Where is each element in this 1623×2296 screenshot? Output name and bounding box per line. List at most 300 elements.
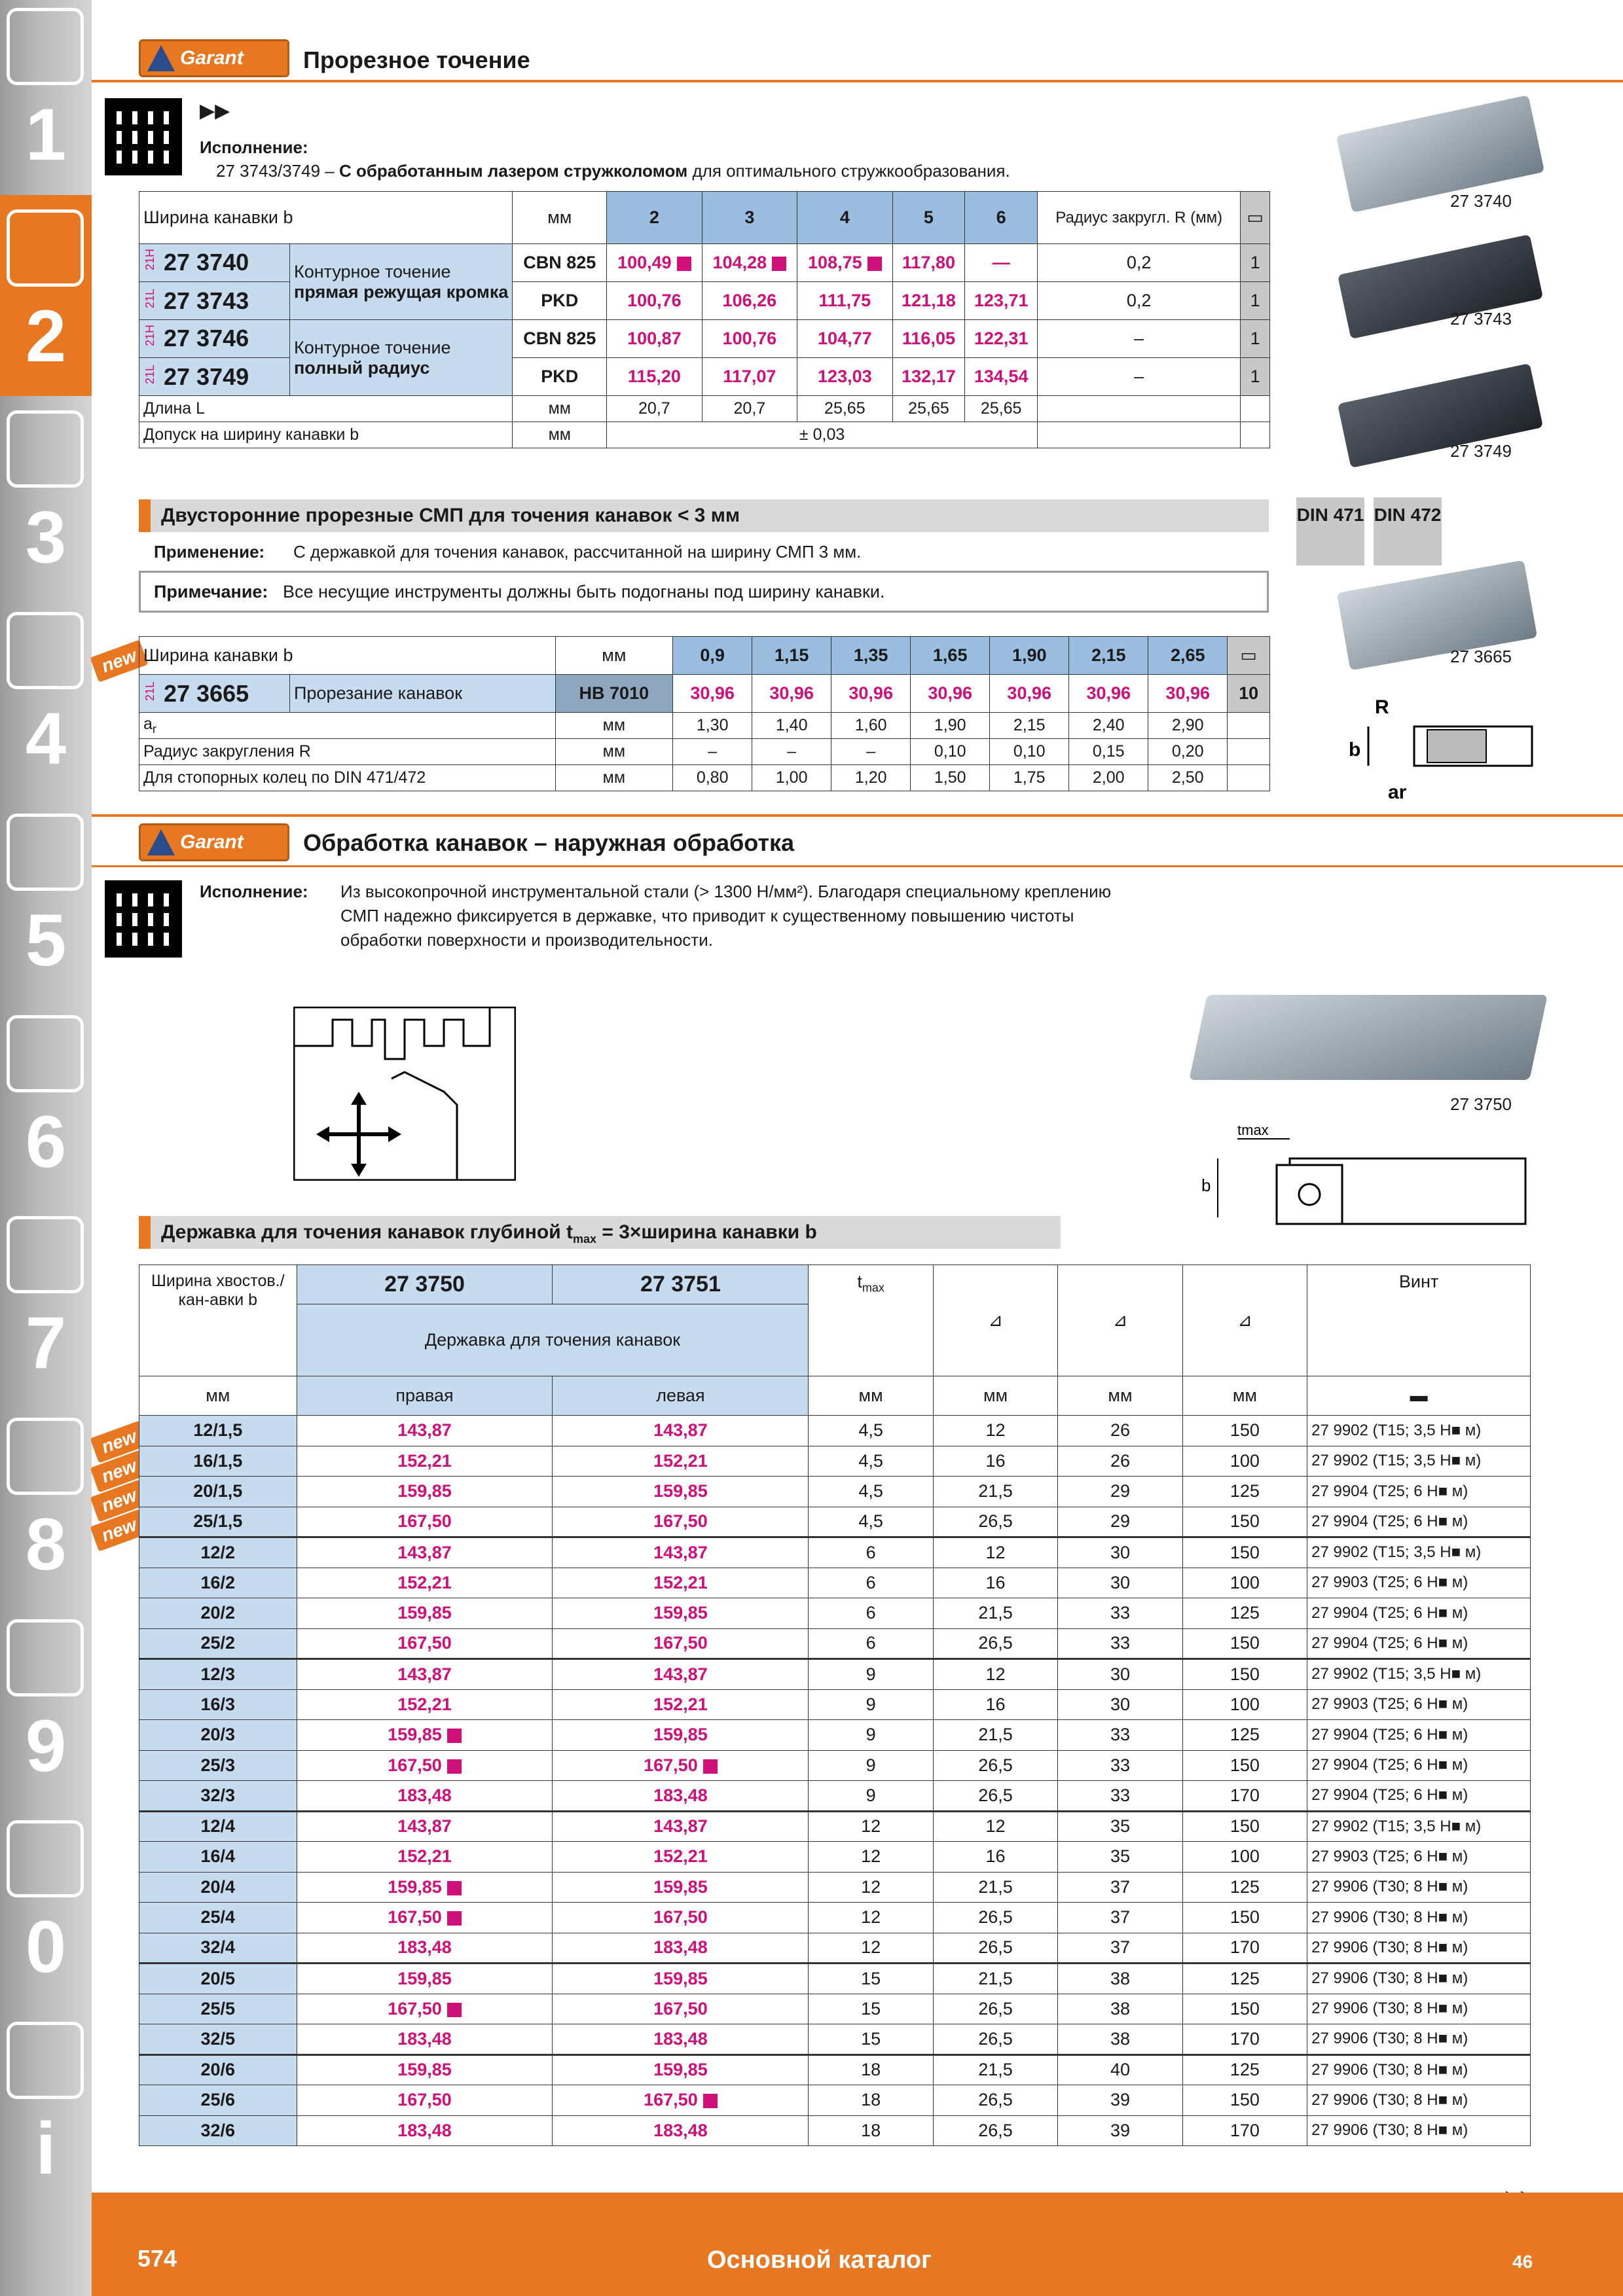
exec-line: СМП надежно фиксируется в державке, что приводит к существенному повышению чистоты xyxy=(340,906,1074,925)
price-right: 183,48 xyxy=(297,1781,553,1812)
unit-cell: мм xyxy=(809,1376,933,1416)
value-cell: 12 xyxy=(933,1659,1057,1690)
radius-cell: 0,2 xyxy=(1038,244,1241,282)
col-head-icon: ⊿ xyxy=(933,1265,1057,1376)
price-right: 167,50 xyxy=(297,1903,553,1933)
table-row xyxy=(139,2024,1531,2055)
price-left: 143,87 xyxy=(553,1659,809,1690)
chapter-number: 2 xyxy=(25,295,67,377)
sidebar-tab-3[interactable] xyxy=(0,396,92,598)
value-cell: 26,5 xyxy=(933,1750,1057,1781)
value-cell: 9 xyxy=(809,1659,933,1690)
width-head: 6 xyxy=(965,192,1038,244)
new-badge: new xyxy=(90,1480,149,1522)
price-cell: 104,28 xyxy=(702,244,797,282)
availability-square xyxy=(703,2094,718,2108)
col-head: Ширина хвостов./ кан-авки b xyxy=(139,1265,297,1376)
garant-logo: Garant xyxy=(139,823,289,861)
unit-cell: мм xyxy=(139,1376,297,1416)
exec-line: обработки поверхности и производительности. xyxy=(340,930,713,950)
value-cell: 1,20 xyxy=(831,765,911,791)
subscript: r xyxy=(152,723,156,736)
value-cell: 18 xyxy=(809,2085,933,2116)
price-right: 152,21 xyxy=(297,1842,553,1873)
price-right: 159,85 xyxy=(297,1598,553,1629)
sub-label: $a_r$ xyxy=(139,713,556,739)
value-cell: 125 xyxy=(1182,2054,1307,2085)
price-cell: 122,31 xyxy=(965,320,1038,358)
exec-text: 27 3743/3749 – С обработанным лазером стружколомом для оптимального стружкообразования. xyxy=(216,161,1010,181)
price-cell: 104,77 xyxy=(797,320,892,358)
sidebar-tab-7[interactable] xyxy=(0,1202,92,1403)
value-cell: 12 xyxy=(809,1811,933,1842)
section-title: Обработка канавок – наружная обработка xyxy=(303,829,795,856)
qr-code-icon xyxy=(105,98,182,175)
table-row xyxy=(139,1689,1531,1720)
value-cell: 150 xyxy=(1182,2085,1307,2116)
price-cell: 30,96 xyxy=(911,675,990,713)
grade-cell: CBN 825 xyxy=(513,244,607,282)
svg-text:ar: ar xyxy=(1388,781,1407,803)
size-cell: 20/2 xyxy=(139,1598,297,1629)
value-cell: 21,5 xyxy=(933,1964,1057,1994)
head-label: Ширина канавки b xyxy=(139,192,513,244)
sidebar-tab-8[interactable] xyxy=(0,1403,92,1605)
value-cell: 39 xyxy=(1058,2085,1182,2116)
screw-icon: ▬ xyxy=(1307,1376,1531,1416)
value-cell: 12 xyxy=(933,1811,1057,1842)
chapter-number: 9 xyxy=(25,1704,67,1787)
exec-line: Из высокопрочной инструментальной стали (> 1300 Н/мм²). Благодаря специальному креплению xyxy=(340,882,1112,901)
svg-text:R: R xyxy=(1375,696,1389,718)
chapter-icon xyxy=(7,1820,84,1897)
availability-square xyxy=(703,1759,718,1774)
len-cell: 25,65 xyxy=(797,396,892,422)
price-right: 183,48 xyxy=(297,2115,553,2146)
table-row xyxy=(139,765,1270,791)
price-left: 143,87 xyxy=(553,1537,809,1568)
value-cell: 170 xyxy=(1182,2115,1307,2146)
price-cell: 30,96 xyxy=(752,675,831,713)
screw-cell: 27 9904 (T25; 6 Н■ м) xyxy=(1307,1781,1531,1812)
table-row xyxy=(139,2054,1531,2085)
value-cell: 6 xyxy=(809,1537,933,1568)
width-head: 3 xyxy=(702,192,797,244)
footer xyxy=(92,2193,1623,2296)
svg-text:b: b xyxy=(1349,739,1361,761)
table-row xyxy=(139,1416,1531,1446)
size-cell: 32/6 xyxy=(139,2115,297,2146)
value-cell: 29 xyxy=(1058,1477,1182,1507)
screw-cell: 27 9906 (T30; 8 Н■ м) xyxy=(1307,1933,1531,1964)
width-head: 0,9 xyxy=(673,637,752,675)
value-cell: 26 xyxy=(1058,1446,1182,1477)
divider xyxy=(92,80,1623,82)
value-cell: 12 xyxy=(809,1903,933,1933)
code-cell: 21H 27 3746 xyxy=(139,320,290,358)
price-left: 152,21 xyxy=(553,1842,809,1873)
availability-square xyxy=(447,1759,462,1774)
new-badge: new xyxy=(90,1421,149,1463)
value-cell: 150 xyxy=(1182,1416,1307,1446)
value-cell: 2,90 xyxy=(1148,713,1228,739)
value-cell: 21,5 xyxy=(933,1598,1057,1629)
size-cell: 20/3 xyxy=(139,1720,297,1751)
chapter-icon xyxy=(7,1216,84,1293)
value-cell: 37 xyxy=(1058,1903,1182,1933)
din-badge: DIN 471 xyxy=(1296,497,1364,565)
value-cell: 125 xyxy=(1182,1964,1307,1994)
value-cell: 100 xyxy=(1182,1689,1307,1720)
chapter-number: 8 xyxy=(25,1503,67,1586)
value-cell: 1,30 xyxy=(673,713,752,739)
screw-cell: 27 9904 (T25; 6 Н■ м) xyxy=(1307,1720,1531,1751)
price-left: 159,85 xyxy=(553,2054,809,2085)
value-cell: 37 xyxy=(1058,1933,1182,1964)
value-cell: 16 xyxy=(933,1689,1057,1720)
new-badge: new xyxy=(90,640,149,683)
screw-cell: 27 9906 (T30; 8 Н■ м) xyxy=(1307,1872,1531,1903)
width-head: 2,65 xyxy=(1148,637,1228,675)
price-left: 183,48 xyxy=(553,2115,809,2146)
availability-square xyxy=(447,1729,462,1743)
price-cell: 117,80 xyxy=(892,244,965,282)
price-right: 183,48 xyxy=(297,1933,553,1964)
width-head: 1,65 xyxy=(911,637,990,675)
table-row xyxy=(139,1537,1531,1568)
table-row xyxy=(139,1568,1531,1598)
price-cell: 117,07 xyxy=(702,358,797,396)
screw-cell: 27 9903 (T25; 6 Н■ м) xyxy=(1307,1689,1531,1720)
sidebar-tab-1[interactable] xyxy=(0,0,92,195)
size-cell: 32/5 xyxy=(139,2024,297,2055)
size-cell: 20/5 xyxy=(139,1964,297,1994)
screw-cell: 27 9904 (T25; 6 Н■ м) xyxy=(1307,1477,1531,1507)
col-head: Винт xyxy=(1307,1265,1531,1376)
value-cell: 15 xyxy=(809,1964,933,1994)
value-cell: 4,5 xyxy=(809,1416,933,1446)
value-cell: 1,00 xyxy=(752,765,831,791)
price-right: 143,87 xyxy=(297,1811,553,1842)
price-right: 143,87 xyxy=(297,1416,553,1446)
table-row xyxy=(139,1750,1531,1781)
size-cell: 25/4 xyxy=(139,1903,297,1933)
value-cell: 4,5 xyxy=(809,1446,933,1477)
price-left: 143,87 xyxy=(553,1811,809,1842)
pack-cell: 1 xyxy=(1241,244,1270,282)
width-head: 2,15 xyxy=(1069,637,1148,675)
value-cell: 1,60 xyxy=(831,713,911,739)
grade-cell: PKD xyxy=(513,282,607,320)
price-cell: — xyxy=(965,244,1038,282)
table-row xyxy=(139,320,1270,358)
screw-cell: 27 9904 (T25; 6 Н■ м) xyxy=(1307,1598,1531,1629)
value-cell: 150 xyxy=(1182,1537,1307,1568)
size-cell: 12/3 xyxy=(139,1659,297,1690)
price-left: 183,48 xyxy=(553,1933,809,1964)
unit-cell: правая xyxy=(297,1376,553,1416)
size-cell: 12/4 xyxy=(139,1811,297,1842)
screw-cell: 27 9906 (T30; 8 Н■ м) xyxy=(1307,1964,1531,1994)
value-cell: 26,5 xyxy=(933,1781,1057,1812)
size-cell: 12/2 xyxy=(139,1537,297,1568)
table-row xyxy=(139,1446,1531,1477)
value-cell: 1,50 xyxy=(911,765,990,791)
value-cell: 30 xyxy=(1058,1537,1182,1568)
sub-label: Для стопорных колец по DIN 471/472 xyxy=(139,765,556,791)
value-cell: 40 xyxy=(1058,2054,1182,2085)
value-cell: 0,10 xyxy=(990,739,1069,765)
chapter-number: 3 xyxy=(25,496,67,579)
sidebar-tab-4[interactable] xyxy=(0,598,92,799)
price-right: 143,87 xyxy=(297,1659,553,1690)
desc-cell: Прорезание канавок xyxy=(290,675,556,713)
value-cell: 6 xyxy=(809,1568,933,1598)
value-cell: 38 xyxy=(1058,1964,1182,1994)
chapter-number: 0 xyxy=(25,1906,67,1988)
tol-label: Допуск на ширину канавки b xyxy=(139,422,513,448)
price-right: 159,85 xyxy=(297,2054,553,2085)
value-cell: 100 xyxy=(1182,1568,1307,1598)
value-cell: 15 xyxy=(809,2024,933,2055)
value-cell: – xyxy=(673,739,752,765)
tool-image xyxy=(1338,234,1543,339)
value-cell: 12 xyxy=(809,1933,933,1964)
value-cell: 18 xyxy=(809,2054,933,2085)
unit-cell: мм xyxy=(513,192,607,244)
tool-label: 27 3749 xyxy=(1450,441,1512,461)
value-cell: 6 xyxy=(809,1598,933,1629)
screw-cell: 27 9902 (T15; 3,5 Н■ м) xyxy=(1307,1659,1531,1690)
tool-image xyxy=(1336,95,1544,213)
size-cell: 25/5 xyxy=(139,1994,297,2024)
sidebar-tab-0[interactable] xyxy=(0,1806,92,2007)
tool-image xyxy=(1338,363,1543,468)
chapter-number: 7 xyxy=(25,1302,67,1384)
table-row xyxy=(139,1933,1531,1964)
sidebar-tab-5[interactable] xyxy=(0,799,92,1001)
screw-cell: 27 9906 (T30; 8 Н■ м) xyxy=(1307,2085,1531,2116)
value-cell: 0,20 xyxy=(1148,739,1228,765)
value-cell: 33 xyxy=(1058,1781,1182,1812)
head-label: Ширина канавки b xyxy=(139,637,556,675)
table-row xyxy=(139,1994,1531,2024)
sidebar-tab-i[interactable] xyxy=(0,2007,92,2209)
table-row xyxy=(139,1507,1531,1537)
table-row xyxy=(139,1598,1531,1629)
unit-cell: мм xyxy=(1182,1376,1307,1416)
price-cell: 30,96 xyxy=(1148,675,1228,713)
width-head: 2 xyxy=(607,192,702,244)
code-cell: 21L 27 3749 xyxy=(139,358,290,396)
size-cell: 25/2 xyxy=(139,1628,297,1659)
price-right: 143,87 xyxy=(297,1537,553,1568)
pack-icon: ▭ xyxy=(1228,637,1270,675)
value-cell: 35 xyxy=(1058,1811,1182,1842)
value-cell: 9 xyxy=(809,1750,933,1781)
screw-cell: 27 9906 (T30; 8 Н■ м) xyxy=(1307,2024,1531,2055)
screw-cell: 27 9902 (T15; 3,5 Н■ м) xyxy=(1307,1811,1531,1842)
price-right: 183,48 xyxy=(297,2024,553,2055)
value-cell: 26,5 xyxy=(933,1994,1057,2024)
size-cell: 16/2 xyxy=(139,1568,297,1598)
radius-cell: 0,2 xyxy=(1038,282,1241,320)
grooving-insert-table xyxy=(139,636,1270,791)
value-cell: 12 xyxy=(809,1842,933,1873)
sidebar-tab-9[interactable] xyxy=(0,1605,92,1806)
groove-diagram xyxy=(1342,694,1552,805)
pack-icon: ▭ xyxy=(1241,192,1270,244)
price-cell: 132,17 xyxy=(892,358,965,396)
value-cell: 33 xyxy=(1058,1750,1182,1781)
din-badge: DIN 472 xyxy=(1374,497,1442,565)
size-cell: 20/1,5 xyxy=(139,1477,297,1507)
sub-section-bar: Двусторонние прорезные СМП для точения канавок < 3 мм xyxy=(139,499,1269,532)
table-row xyxy=(139,2115,1531,2146)
value-cell: 15 xyxy=(809,1994,933,2024)
chapter-icon xyxy=(7,410,84,488)
unit-cell: левая xyxy=(553,1376,809,1416)
value-cell: 170 xyxy=(1182,1933,1307,1964)
desc-cell: Контурное точение полный радиус xyxy=(290,320,513,396)
chapter-icon xyxy=(7,814,84,891)
cbn-pkd-insert-table xyxy=(139,191,1270,448)
value-cell: 150 xyxy=(1182,1507,1307,1537)
footer-num: 46 xyxy=(1512,2251,1533,2272)
section-title: Прорезное точение xyxy=(303,46,530,73)
table-row xyxy=(139,1811,1531,1842)
value-cell: 12 xyxy=(809,1872,933,1903)
chapter-icon xyxy=(7,209,84,287)
value-cell: 33 xyxy=(1058,1628,1182,1659)
value-cell: 12 xyxy=(933,1416,1057,1446)
price-left: 159,85 xyxy=(553,1872,809,1903)
price-left: 159,85 xyxy=(553,1477,809,1507)
footer-title: Основной каталог xyxy=(707,2246,932,2274)
value-cell: 26,5 xyxy=(933,1628,1057,1659)
value-cell: 33 xyxy=(1058,1598,1182,1629)
availability-square xyxy=(867,257,882,271)
sidebar-tab-6[interactable] xyxy=(0,1001,92,1202)
size-cell: 20/4 xyxy=(139,1872,297,1903)
tool-image xyxy=(1189,995,1548,1080)
price-left: 159,85 xyxy=(553,1598,809,1629)
table-row xyxy=(139,1659,1531,1690)
size-cell: 25/3 xyxy=(139,1750,297,1781)
pack-cell: 1 xyxy=(1241,358,1270,396)
value-cell: 12 xyxy=(933,1537,1057,1568)
svg-text:b: b xyxy=(1201,1175,1211,1195)
application-label: Применение: xyxy=(154,542,265,562)
table-row xyxy=(139,1842,1531,1873)
value-cell: 26,5 xyxy=(933,2115,1057,2146)
screw-cell: 27 9906 (T30; 8 Н■ м) xyxy=(1307,1994,1531,2024)
size-cell: 12/1,5 xyxy=(139,1416,297,1446)
value-cell: 0,10 xyxy=(911,739,990,765)
unit-cell: мм xyxy=(555,739,673,765)
price-cell: 123,71 xyxy=(965,282,1038,320)
size-cell: 32/3 xyxy=(139,1781,297,1812)
divider xyxy=(92,814,1623,817)
value-cell: 38 xyxy=(1058,1994,1182,2024)
price-left: 143,87 xyxy=(553,1416,809,1446)
value-cell: 125 xyxy=(1182,1477,1307,1507)
unit-cell: мм xyxy=(555,713,673,739)
tool-label: 27 3750 xyxy=(1450,1094,1512,1114)
value-cell: 170 xyxy=(1182,2024,1307,2055)
unit-cell: мм xyxy=(555,637,673,675)
grade-cell: PKD xyxy=(513,358,607,396)
sidebar-tab-2[interactable] xyxy=(0,195,92,397)
value-cell: 37 xyxy=(1058,1872,1182,1903)
availability-square xyxy=(772,257,786,271)
grade-cell: CBN 825 xyxy=(513,320,607,358)
new-badge: new xyxy=(90,1509,149,1552)
len-cell: 20,7 xyxy=(607,396,702,422)
value-cell: 26,5 xyxy=(933,1903,1057,1933)
pack-cell: 10 xyxy=(1228,675,1270,713)
price-left: 183,48 xyxy=(553,2024,809,2055)
table-row xyxy=(139,1872,1531,1903)
chapter-icon xyxy=(7,8,84,85)
empty xyxy=(1038,396,1241,422)
page-number: 574 xyxy=(137,2245,177,2272)
len-cell: 25,65 xyxy=(892,396,965,422)
value-cell: 21,5 xyxy=(933,1872,1057,1903)
section-header xyxy=(92,34,1623,82)
col-head: $t_{max}$ xyxy=(809,1265,933,1376)
sub-label: Радиус закругления R xyxy=(139,739,556,765)
value-cell: 9 xyxy=(809,1720,933,1751)
value-cell: 150 xyxy=(1182,1628,1307,1659)
value-cell: 2,50 xyxy=(1148,765,1228,791)
value-cell: 16 xyxy=(933,1446,1057,1477)
exec-label: Исполнение: xyxy=(200,882,308,901)
value-cell: 30 xyxy=(1058,1659,1182,1690)
empty xyxy=(1228,713,1270,739)
table-row xyxy=(139,675,1270,713)
chapter-number: 4 xyxy=(25,698,67,780)
width-head: 1,35 xyxy=(831,637,911,675)
value-cell: 2,15 xyxy=(990,713,1069,739)
width-head: 1,15 xyxy=(752,637,831,675)
chapter-icon xyxy=(7,612,84,689)
chapter-sidebar xyxy=(0,0,92,2296)
value-cell: 18 xyxy=(809,2115,933,2146)
value-cell: 9 xyxy=(809,1689,933,1720)
size-cell: 32/4 xyxy=(139,1933,297,1964)
price-cell: 111,75 xyxy=(797,282,892,320)
table-row xyxy=(139,1964,1531,1994)
price-cell: 30,96 xyxy=(673,675,752,713)
price-right: 152,21 xyxy=(297,1446,553,1477)
screw-cell: 27 9903 (T25; 6 Н■ м) xyxy=(1307,1568,1531,1598)
tool-label: 27 3665 xyxy=(1450,647,1512,666)
value-cell: 4,5 xyxy=(809,1477,933,1507)
price-right: 167,50 xyxy=(297,2085,553,2116)
exec-label: Исполнение: xyxy=(200,137,308,157)
unit-cell: мм xyxy=(1058,1376,1182,1416)
value-cell: 100 xyxy=(1182,1842,1307,1873)
table-row xyxy=(139,1720,1531,1751)
chapter-icon xyxy=(7,1418,84,1495)
availability-square xyxy=(447,1911,462,1926)
value-cell: 0,15 xyxy=(1069,739,1148,765)
empty xyxy=(1241,396,1270,422)
price-left: 152,21 xyxy=(553,1568,809,1598)
price-left: 167,50 xyxy=(553,1628,809,1659)
screw-cell: 27 9906 (T30; 8 Н■ м) xyxy=(1307,1903,1531,1933)
